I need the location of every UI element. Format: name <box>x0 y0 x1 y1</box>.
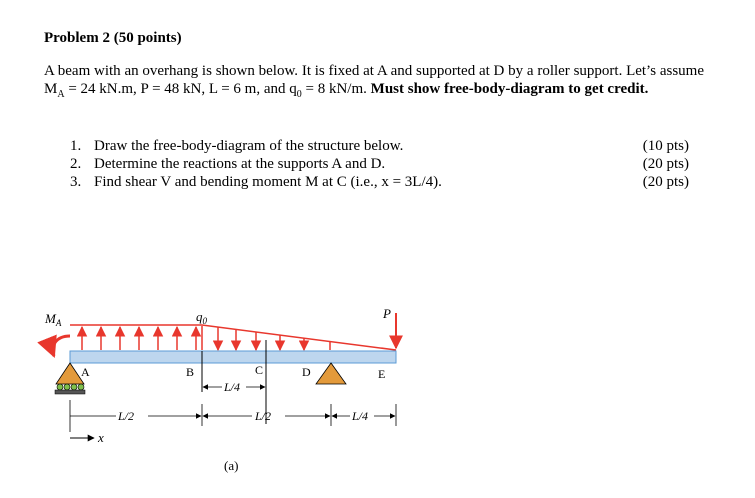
label-point-a: A <box>81 365 90 379</box>
task-3-text: Find shear V and bending moment M at C (i.e., x = 3L/4). <box>94 174 442 190</box>
upward-load-arrows <box>82 327 196 350</box>
dimension-label-l4-top: L/4 <box>224 380 241 394</box>
label-point-d: D <box>302 365 311 379</box>
task-1-points: (10 pts) <box>642 138 689 154</box>
task-2-number: 2. <box>70 156 82 172</box>
intro-text-2: = 24 kN.m, P = 48 kN, L = 6 m, and q <box>64 81 297 97</box>
task-2 <box>70 156 385 173</box>
task-2-text: Determine the reactions at the supports A and D. <box>94 156 386 172</box>
task-1-text: Draw the free-body-diagram of the structure below. <box>94 138 404 154</box>
beam-figure <box>0 290 755 498</box>
dimension-label-l2-left: L/2 <box>118 409 135 423</box>
intro-subscript-0: 0 <box>296 89 302 100</box>
load-outline <box>70 325 396 350</box>
beam <box>70 351 396 363</box>
intro-subscript-a: A <box>57 89 65 100</box>
label-point-e: E <box>378 367 386 381</box>
task-3-number: 3. <box>70 174 82 190</box>
figure-caption: (a) <box>224 458 239 473</box>
intro-bold-instruction: Must show free-body-diagram to get credit. <box>370 81 649 97</box>
intro-text-3: = 8 kN/m. <box>301 81 371 97</box>
support-d <box>316 363 346 384</box>
dimension-label-l4-right: L/4 <box>352 409 369 423</box>
task-1 <box>70 138 403 155</box>
moment-arrow <box>53 336 70 356</box>
x-axis-label: x <box>98 430 104 445</box>
task-2-points: (20 pts) <box>642 156 689 172</box>
label-load-p: P <box>383 306 391 321</box>
task-1-number: 1. <box>70 138 82 154</box>
label-point-c: C <box>255 363 264 377</box>
label-moment-a: $M_A$ <box>45 311 62 328</box>
problem-statement <box>44 62 704 104</box>
problem-title: Problem 2 (50 points) <box>44 30 182 46</box>
dimension-label-l2-mid: L/2 <box>255 409 272 423</box>
label-point-b: B <box>186 365 195 379</box>
label-q0: $q_0$ <box>196 309 207 326</box>
task-3 <box>70 174 442 191</box>
task-3-points: (20 pts) <box>642 174 689 190</box>
intro-text-1: A beam with an overhang is shown below. It is fixed at A and supported at D by a roller support. Let’s assume M <box>44 63 704 97</box>
